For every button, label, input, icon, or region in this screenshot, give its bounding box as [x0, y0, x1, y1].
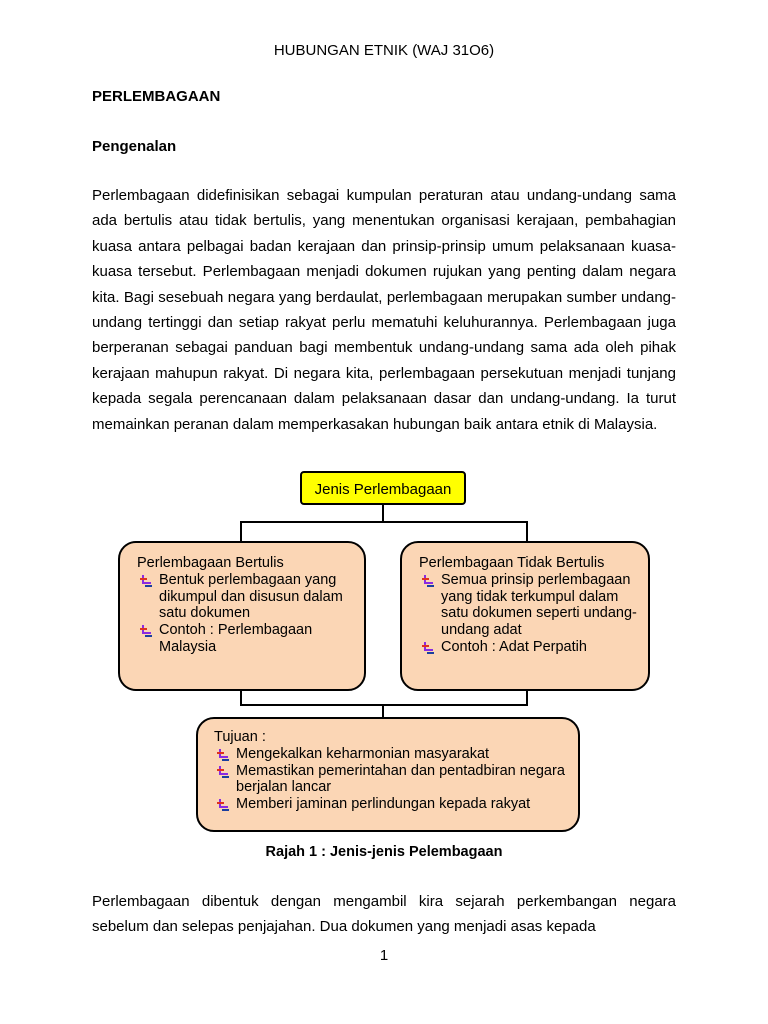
arrow-bullet-icon: [422, 575, 434, 587]
list-item: Contoh : Perlembagaan Malaysia: [137, 622, 354, 656]
arrow-bullet-icon: [422, 642, 434, 654]
connector-bottom-stem: [382, 704, 384, 718]
diagram-root-box: Jenis Perlembagaan: [300, 471, 466, 505]
connector-bottom-bar: [240, 704, 528, 706]
box-title: Perlembagaan Bertulis: [137, 555, 284, 571]
list-item: Memastikan pemerintahan dan pentadbiran negara berjalan lancar: [214, 763, 568, 797]
connector-right-drop: [526, 521, 528, 542]
list-item: Memberi jaminan perlindungan kepada rakyat: [214, 796, 568, 813]
box-title: Perlembagaan Tidak Bertulis: [419, 555, 605, 571]
connector-left-drop: [240, 521, 242, 542]
box-title: Tujuan :: [214, 729, 266, 745]
document-title: PERLEMBAGAAN: [92, 88, 221, 105]
paragraph-body: Perlembagaan dibentuk dengan mengambil kira sejarah perkembangan negara sebelum dan selepas penjajahan. Dua dokumen yang menjadi asas kepada: [92, 893, 676, 936]
arrow-bullet-icon: [217, 799, 229, 811]
written-constitution-box: [118, 541, 366, 691]
list-item: Contoh : Adat Perpatih: [419, 639, 638, 656]
section-heading: Pengenalan: [92, 138, 177, 155]
arrow-bullet-icon: [140, 575, 152, 587]
connector-top-bar: [240, 521, 528, 523]
list-item: Semua prinsip perlembagaan yang tidak terkumpul dalam satu dokumen seperti undang-undang adat: [419, 572, 638, 639]
list-item: Bentuk perlembagaan yang dikumpul dan disusun dalam satu dokumen: [137, 572, 354, 622]
page-number: 1: [379, 947, 389, 964]
paragraph-intro: Perlembagaan didefinisikan sebagai kumpulan peraturan atau undang-undang sama ada bertulis atau tidak bertulis, yang menentukan organisasi kerajaan, pembahagian kuasa antara pelbagai badan kerajaan dan prinsip-prinsip umum pelaksanaan kuasa-kuasa tersebut. Perlembagaan menjadi dokumen rujukan yang penting dalam negara kita. Bagi sesebuah negara yang berdaulat, perlembagaan merupakan sumber undang-undang tertinggi dan setiap rakyat perlu mematuhi keluhurannya. Perlembagaan juga berperanan sebagai panduan bagi membentuk undang-undang sama ada oleh pihak kerajaan mahupun rakyat. Di negara kita, perlembagaan persekutuan menjadi tunjang kepada segala perencanaan dalam pelaksanaan dasar dan undang-undang. Ia turut memainkan peranan dalam memperkasakan hubungan baik antara etnik di Malaysia.: [92, 187, 676, 433]
list-item: Mengekalkan keharmonian masyarakat: [214, 746, 568, 763]
arrow-bullet-icon: [140, 625, 152, 637]
connector-left-rise: [240, 690, 242, 705]
page-header: HUBUNGAN ETNIK (WAJ 31O6): [273, 42, 495, 59]
connector-top-stem: [382, 505, 384, 522]
purpose-box: [196, 717, 580, 832]
arrow-bullet-icon: [217, 749, 229, 761]
connector-right-rise: [526, 690, 528, 705]
figure-caption: Rajah 1 : Jenis-jenis Pelembagaan: [265, 844, 503, 860]
unwritten-constitution-box: [400, 541, 650, 691]
arrow-bullet-icon: [217, 766, 229, 778]
